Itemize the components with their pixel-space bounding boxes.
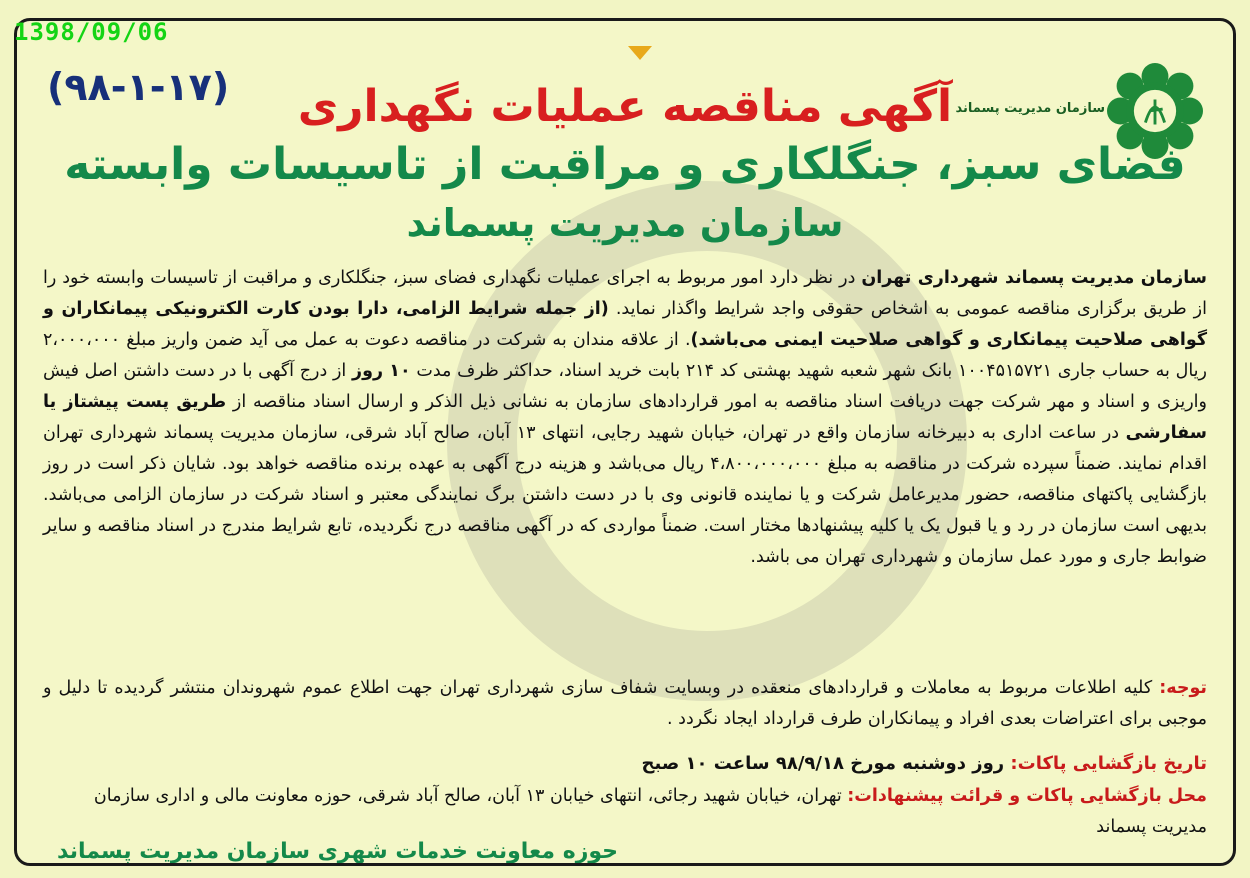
ad-number: (۹۸-۱-۱۷)	[47, 65, 230, 109]
org-name: سازمان مدیریت پسماند شهرداری تهران	[861, 268, 1207, 288]
note-paragraph	[43, 673, 1207, 735]
body-text-3: از درج آگهی با در دست داشتن اصل فیش واریزی و اسناد و مهر شرکت جهت دریافت اسناد مناقصه به امور قراردادهای سازمان به نشانی ذیل الذکر و ارسال اسناد مناقصه از	[43, 361, 1207, 412]
note-text: کلیه اطلاعات مربوط به معاملات و قراردادهای منعقده در وبسایت شفاف سازی شهرداری تهران جهت اطلاع عموم شهروندان منتشر گردیده تا دلیل و موجبی برای اعتراضات بعدی افراد و پیمانکاران طرف قرارداد ایجاد نگردد .	[43, 678, 1207, 729]
opening-date-value: روز دوشنبه مورخ ۹۸/۹/۱۸ ساعت ۱۰ صبح	[641, 753, 1011, 774]
ad-frame	[14, 18, 1236, 866]
conditions-text: (از جمله شرایط الزامی، دارا بودن کارت الکترونیکی پیمانکاران و گواهی صلاحیت پیمانکاری و گواهی صلاحیت ایمنی می‌باشد)	[43, 299, 1207, 350]
opening-location-value: تهران، خیابان شهید رجائی، انتهای خیابان ۱۳ آبان، صالح آباد شرقی، حوزه معاونت مالی و اداری سازمان مدیریت پسماند	[93, 786, 1207, 837]
opening-location	[43, 781, 1207, 843]
body-text-2: . از علاقه مندان به شرکت در مناقصه دعوت به عمل می آید ضمن واریز مبلغ ۲،۰۰۰،۰۰۰ ریال به حساب جاری ۱۰۰۴۵۱۵۷۲۱ بانک شهر شعبه شهید بهشتی کد ۲۱۴ بابت خرید اسناد، حداکثر ظرف مدت	[43, 330, 1207, 381]
note-label: توجه:	[1159, 678, 1207, 698]
ad-subtitle: فضای سبز، جنگلکاری و مراقبت از تاسیسات وابسته	[64, 139, 1186, 190]
footer-signature: حوزه معاونت خدمات شهری سازمان مدیریت پسماند	[57, 839, 619, 864]
opening-date-label: تاریخ بازگشایی پاکات:	[1010, 753, 1207, 774]
body-text-1: در نظر دارد امور مربوط به اجرای عملیات نگهداری فضای سبز، جنگلکاری و مراقبت از تاسیسات وابسته خود را از طریق برگزاری مناقصه عمومی به اشخاص حقوقی واجد شرایط واگذار نماید.	[43, 268, 1207, 319]
opening-location-label: محل بازگشایی پاکات و قرائت پیشنهادات:	[847, 786, 1207, 806]
opening-date	[43, 749, 1207, 779]
logo-caption: سازمان مدیریت پسماند	[955, 101, 1105, 116]
tender-body	[43, 263, 1207, 573]
deadline-days: ۱۰ روز	[352, 361, 411, 381]
post-method: طریق پست پیشتاز یا سفارشی	[43, 392, 1207, 443]
body-text-4: در ساعت اداری به دبیرخانه سازمان واقع در تهران، خیابان شهید رجایی، انتهای ۱۳ آبان، صالح آباد شرقی، سازمان مدیریت پسماند شهرداری تهران اقدام نمایند. ضمناً سپرده شرکت در مناقصه به مبلغ ۴،۸۰۰،۰۰۰،۰۰۰ ریال می‌باشد و هزینه درج آگهی به عهده برنده مناقصه خواهد بود. شایان ذکر است در روز بازگشایی پاکتهای مناقصه، حضور مدیرعامل شرکت و یا نماینده قانونی وی با در دست داشتن برگ نمایندگی معتبر و اسناد شرکت در سازمان الزامی می‌باشد. بدیهی است سازمان در رد و یا قبول یک یا کلیه پیشنهادها مختار است. ضمناً مواردی که در آگهی مناقصه درج نگردیده، تابع شرایط مندرج در اسناد مناقصه و سایر ضوابط جاری و مورد عمل سازمان و شهرداری تهران می باشد.	[43, 423, 1207, 567]
organization-title: سازمان مدیریت پسماند	[406, 201, 844, 245]
date-stamp: 1398/09/06	[14, 18, 169, 46]
ad-title: آگهی مناقصه عملیات نگهداری	[297, 81, 953, 132]
top-marker-icon	[628, 46, 652, 60]
